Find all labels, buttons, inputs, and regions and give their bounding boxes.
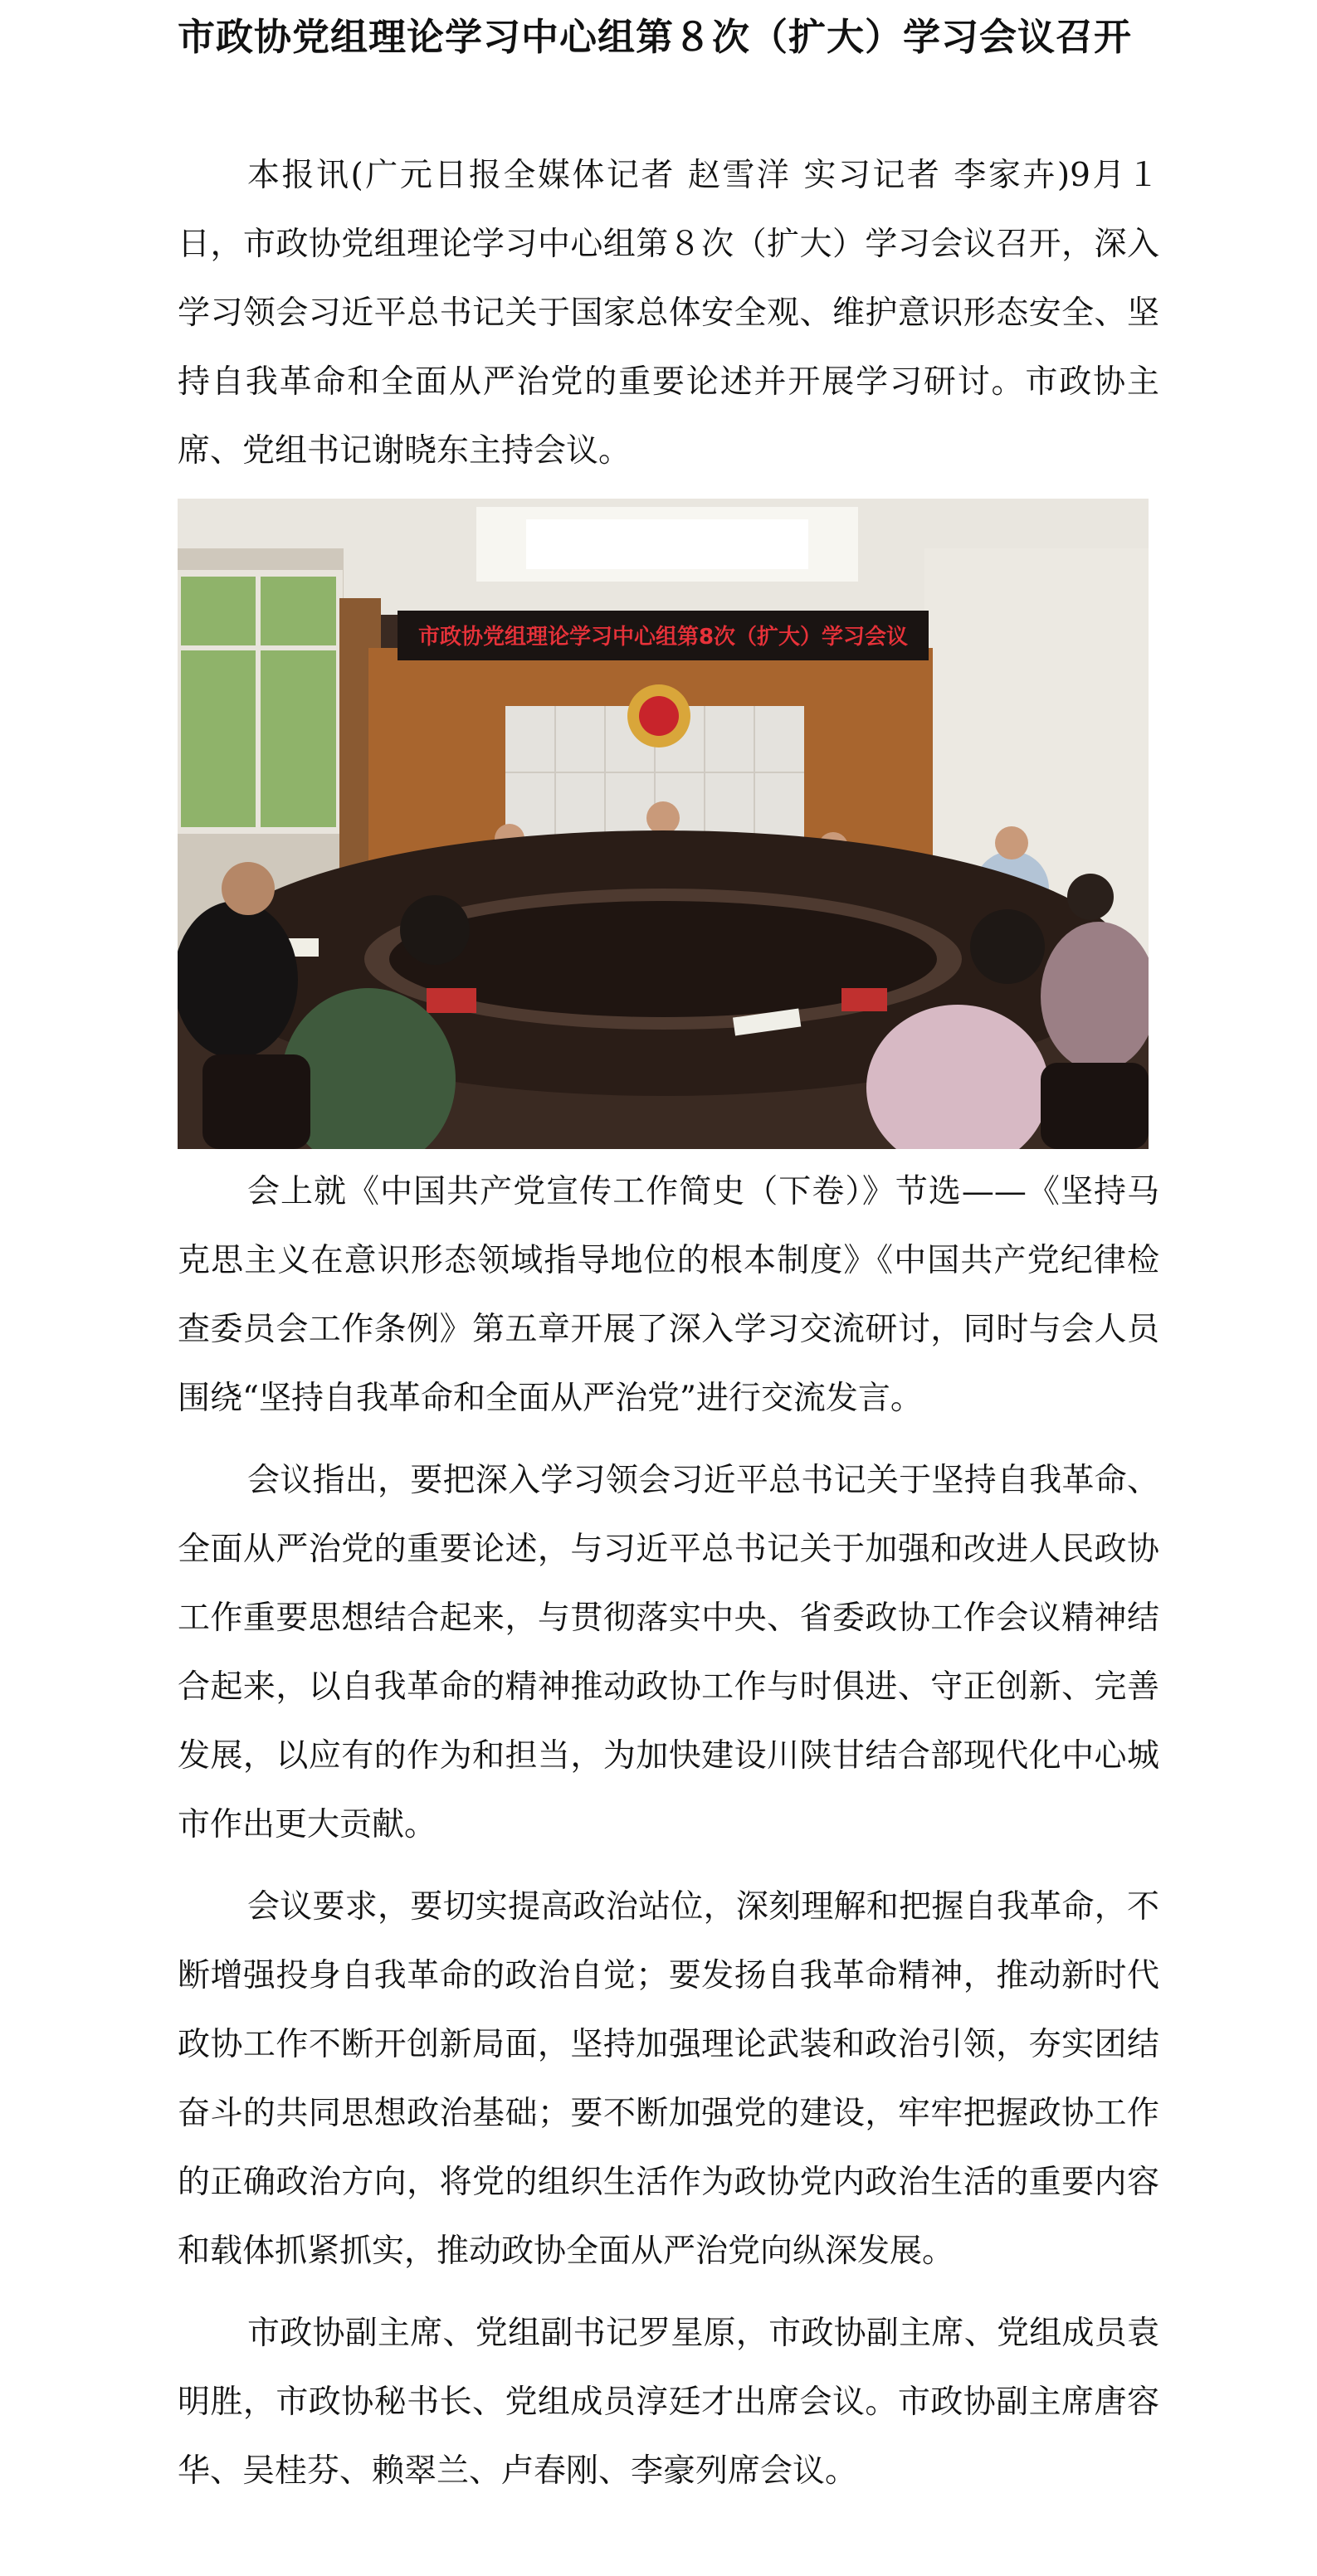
article-title: 市政协党组理论学习中心组第８次（扩大）学习会议召开 [178, 15, 1133, 59]
meeting-photo [178, 499, 1149, 1149]
paragraph-meeting-points: 会议指出，要把深入学习领会习近平总书记关于坚持自我革命、全面从严治党的重要论述，与习近平总书记关于加强和改进人民政协工作重要思想结合起来，与贯彻落实中央、省委政协工作会议精神结合起来，以自我革命的精神推动政协工作与时俱进、守正创新、完善发展，以应有的作为和担当，为加快建设川陕甘结合部现代化中心城市作出更大贡献。 [178, 1462, 1159, 1843]
article-body [178, 141, 1159, 2519]
paragraph-discussion: 会上就《中国共产党宣传工作简史（下卷）》节选——《坚持马克思主义在意识形态领域指导地位的根本制度》《中国共产党纪律检查委员会工作条例》第五章开展了深入学习交流研讨，同时与会人员围绕“坚持自我革命和全面从严治党”进行交流发言。 [178, 1173, 1159, 1417]
paragraph-requirements: 会议要求，要切实提高政治站位，深刻理解和把握自我革命，不断增强投身自我革命的政治自觉；要发扬自我革命精神，推动新时代政协工作不断开创新局面，坚持加强理论武装和政治引领，夯实团结奋斗的共同思想政治基础；要不断加强党的建设，牢牢把握政协工作的正确政治方向，将党的组织生活作为政协党内政治生活的重要内容和载体抓紧抓实，推动政协全面从严治党向纵深发展。 [178, 1888, 1159, 2270]
paragraph-intro: 本报讯(广元日报全媒体记者 赵雪洋 实习记者 李家卉)9月１日，市政协党组理论学习中心组第８次（扩大）学习会议召开，深入学习领会习近平总书记关于国家总体安全观、维护意识形态安全、坚持自我革命和全面从严治党的重要论述并开展学习研讨。市政协主席、党组书记谢晓东主持会议。 [178, 157, 1159, 470]
paragraph-attendees: 市政协副主席、党组副书记罗星原，市政协副主席、党组成员袁明胜，市政协秘书长、党组成员淳廷才出席会议。市政协副主席唐容华、吴桂芬、赖翠兰、卢春刚、李豪列席会议。 [178, 2315, 1159, 2490]
banner-text: 市政协党组理论学习中心组第8次（扩大）学习会议 [417, 625, 909, 650]
